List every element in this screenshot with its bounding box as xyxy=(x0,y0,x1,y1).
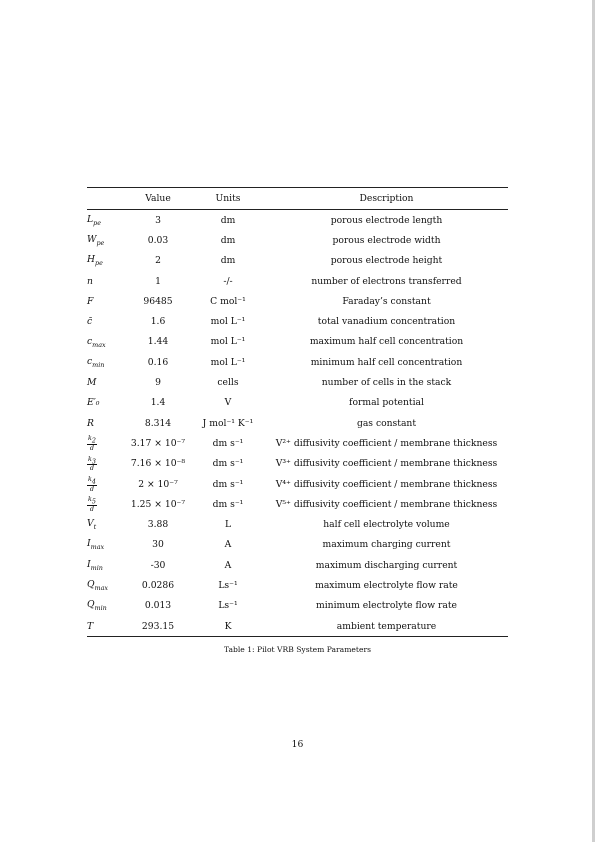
parameter-units: Ls⁻¹ xyxy=(218,600,238,612)
fraction-numerator: $k_5$ xyxy=(88,495,96,506)
header-description: Description xyxy=(359,193,414,204)
table-row xyxy=(87,291,508,311)
parameter-value: 0.013 xyxy=(144,600,172,612)
table-row xyxy=(87,271,508,291)
parameter-units: dm xyxy=(220,214,236,226)
parameter-description: maximum electrolyte flow rate xyxy=(315,579,458,591)
parameter-symbol: E′₀ xyxy=(87,397,100,409)
parameter-value: 3 xyxy=(155,214,161,226)
table-row xyxy=(87,474,508,494)
parameter-description: number of electrons transferred xyxy=(311,275,462,287)
parameter-symbol: $I_{min}$ xyxy=(87,558,103,572)
parameter-value: 8.314 xyxy=(144,417,172,429)
parameter-value: 3.17 × 10⁻⁷ xyxy=(130,437,186,449)
fraction-numerator: $k_3$ xyxy=(88,454,96,465)
symbol-fraction xyxy=(87,456,97,472)
parameter-value: 7.16 × 10⁻⁸ xyxy=(130,458,186,470)
symbol-fraction xyxy=(87,435,97,451)
parameter-description: number of cells in the stack xyxy=(321,377,452,389)
table-row xyxy=(87,616,508,637)
parameter-value: 1 xyxy=(155,275,161,287)
parameter-table-container xyxy=(87,187,508,637)
parameter-description: V⁴⁺ diffusivity coefficient / membrane thickness xyxy=(275,478,498,490)
parameter-description: maximum half cell concentration xyxy=(309,336,464,348)
table-row xyxy=(87,393,508,413)
parameter-description: porous electrode length xyxy=(330,214,443,226)
table-row xyxy=(87,332,508,352)
parameter-symbol: $H_{pe}$ xyxy=(87,254,103,268)
parameter-units: dm s⁻¹ xyxy=(212,478,244,490)
parameter-description: V³⁺ diffusivity coefficient / membrane thickness xyxy=(275,458,498,470)
parameter-symbol: $Q_{min}$ xyxy=(87,599,107,613)
parameter-symbol: F xyxy=(87,295,94,307)
parameter-description: V⁵⁺ diffusivity coefficient / membrane thickness xyxy=(275,498,498,510)
fraction-denominator: d xyxy=(89,464,95,473)
parameter-units: -/- xyxy=(223,275,233,287)
table-row xyxy=(87,514,508,534)
parameter-symbol: $c_{min}$ xyxy=(87,355,105,369)
parameter-value: 0.16 xyxy=(147,356,169,368)
parameter-description: porous electrode height xyxy=(330,255,443,267)
parameter-symbol: $V_t$ xyxy=(87,518,97,532)
fraction-denominator: d xyxy=(89,504,95,513)
parameter-symbol: $W_{pe}$ xyxy=(87,234,105,247)
table-row xyxy=(87,251,508,271)
parameter-description: half cell electrolyte volume xyxy=(323,519,450,531)
table-row xyxy=(87,413,508,433)
parameter-units: dm xyxy=(220,234,236,246)
parameter-value: 1.44 xyxy=(147,336,169,348)
table-row xyxy=(87,352,508,372)
table-row xyxy=(87,433,508,453)
parameter-units: dm s⁻¹ xyxy=(212,498,244,510)
parameter-value: 0.0286 xyxy=(141,579,175,591)
parameter-symbol: $Q_{max}$ xyxy=(87,579,109,592)
table-row xyxy=(87,210,508,231)
table-row xyxy=(87,311,508,331)
parameter-description: minimum half cell concentration xyxy=(310,356,463,368)
parameter-symbol xyxy=(87,494,125,514)
table-row xyxy=(87,596,508,616)
parameter-description: gas constant xyxy=(356,417,417,429)
parameter-units: A xyxy=(224,539,232,551)
parameter-symbol: c̄ xyxy=(87,316,93,328)
table-body xyxy=(87,210,508,637)
parameter-units: mol L⁻¹ xyxy=(210,356,246,368)
fraction-denominator: d xyxy=(89,484,95,493)
parameter-units: dm xyxy=(220,255,236,267)
header-units: Units xyxy=(215,193,241,204)
parameter-symbol: M xyxy=(87,377,97,389)
parameter-value: 1.4 xyxy=(150,397,166,409)
parameter-symbol: $L_{pe}$ xyxy=(87,213,101,227)
table-caption: Table 1: Pilot VRB System Parameters xyxy=(224,645,371,654)
parameter-symbol: R xyxy=(87,417,94,429)
fraction-numerator: $k_2$ xyxy=(88,434,96,445)
parameter-units: dm s⁻¹ xyxy=(212,437,244,449)
parameter-value: 0.03 xyxy=(147,234,169,246)
parameter-value: 1.25 × 10⁻⁷ xyxy=(130,498,186,510)
header-value: Value xyxy=(145,193,171,204)
parameter-units: cells xyxy=(217,377,239,389)
parameter-description: maximum discharging current xyxy=(315,559,458,571)
parameter-symbol: $I_{max}$ xyxy=(87,538,105,552)
fraction-numerator: $k_4$ xyxy=(88,474,96,486)
parameter-value: -30 xyxy=(150,559,166,571)
page-number: 16 xyxy=(291,739,304,750)
parameter-units: mol L⁻¹ xyxy=(210,316,246,328)
parameter-value: 1.6 xyxy=(150,316,166,328)
parameter-units: Ls⁻¹ xyxy=(218,579,238,591)
table-row xyxy=(87,535,508,555)
parameter-symbol: T xyxy=(87,620,94,632)
parameter-description: V²⁺ diffusivity coefficient / membrane thickness xyxy=(275,437,498,449)
parameter-value: 3.88 xyxy=(147,519,169,531)
parameter-symbol xyxy=(87,433,125,453)
parameter-units: A xyxy=(224,559,232,571)
parameter-symbol xyxy=(87,474,125,494)
parameter-units: C mol⁻¹ xyxy=(210,295,246,307)
parameter-units: mol L⁻¹ xyxy=(210,336,246,348)
parameter-symbol: n xyxy=(87,275,93,287)
parameter-value: 30 xyxy=(152,539,164,551)
parameter-symbol xyxy=(87,454,125,474)
table-row xyxy=(87,494,508,514)
table-row xyxy=(87,555,508,575)
parameter-description: formal potential xyxy=(349,397,424,409)
parameter-description: ambient temperature xyxy=(336,620,437,632)
table-row xyxy=(87,372,508,392)
header-symbol xyxy=(87,188,125,210)
parameter-units: K xyxy=(224,620,232,632)
parameter-table xyxy=(87,187,508,637)
fraction-denominator: d xyxy=(89,444,95,453)
parameter-value: 2 × 10⁻⁷ xyxy=(138,478,178,490)
parameter-value: 9 xyxy=(155,377,161,389)
parameter-description: porous electrode width xyxy=(332,234,441,246)
parameter-description: Faraday’s constant xyxy=(342,295,431,307)
symbol-fraction xyxy=(87,476,97,492)
parameter-units: J mol⁻¹ K⁻¹ xyxy=(202,417,254,429)
parameter-value: 2 xyxy=(155,255,161,267)
parameter-symbol: $c_{max}$ xyxy=(87,335,106,349)
parameter-value: 293.15 xyxy=(141,620,175,632)
table-row xyxy=(87,454,508,474)
parameter-description: maximum charging current xyxy=(322,539,451,551)
parameter-units: L xyxy=(224,519,232,531)
parameter-units: dm s⁻¹ xyxy=(212,458,244,470)
parameter-units: V xyxy=(224,397,232,409)
parameter-description: minimum electrolyte flow rate xyxy=(316,600,457,612)
symbol-fraction xyxy=(87,496,97,512)
parameter-description: total vanadium concentration xyxy=(317,316,456,328)
table-header-row xyxy=(87,188,508,210)
parameter-value: 96485 xyxy=(143,295,173,307)
table-row xyxy=(87,575,508,595)
table-row xyxy=(87,230,508,250)
